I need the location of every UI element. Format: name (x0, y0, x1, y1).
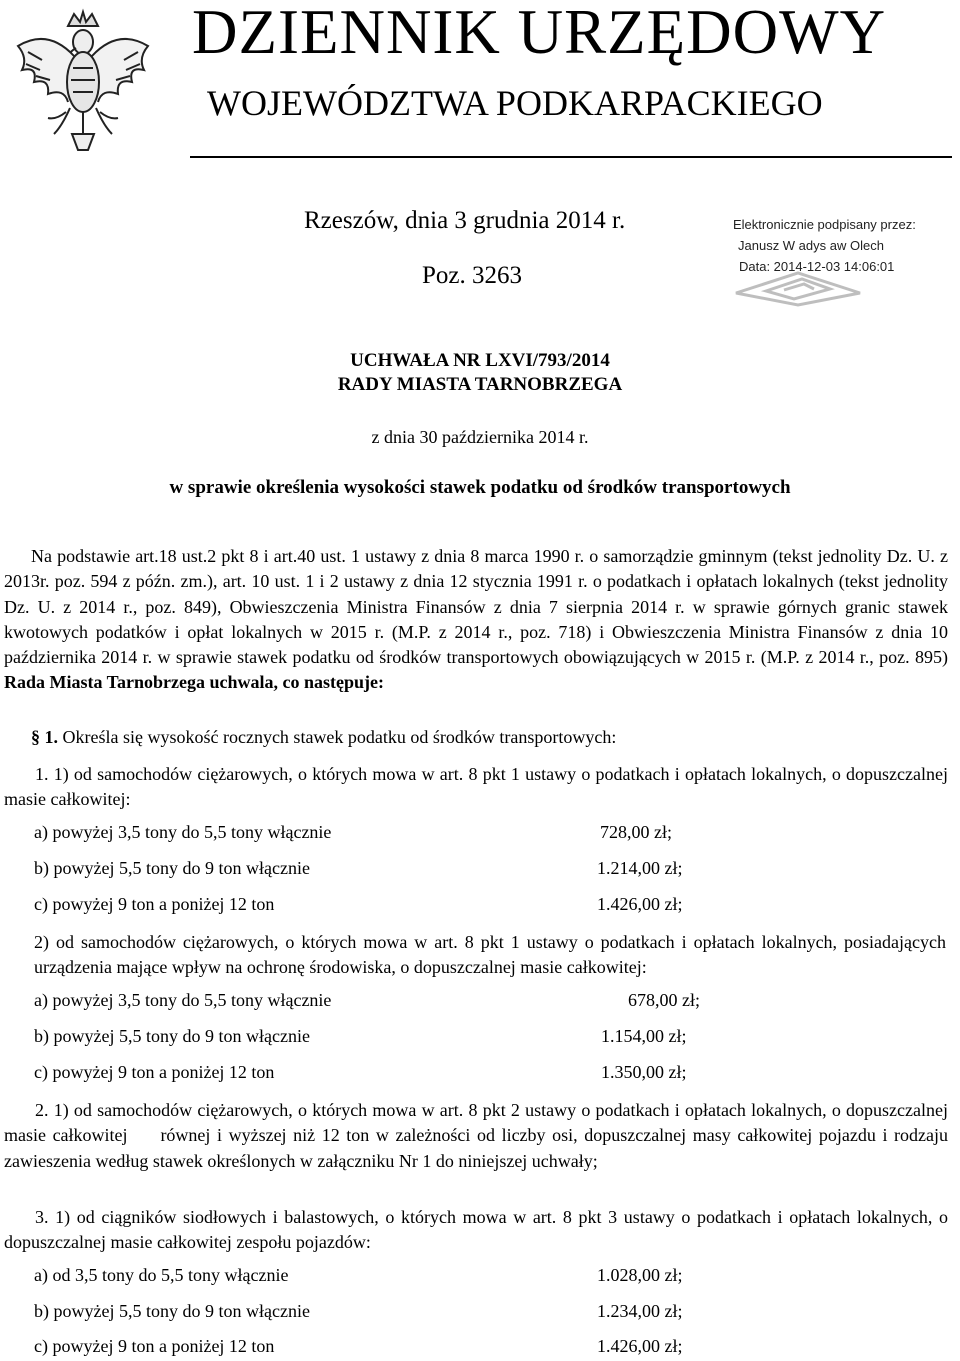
journal-title: DZIENNIK URZĘDOWY (192, 0, 887, 67)
journal-subtitle: WOJEWÓDZTWA PODKARPACKIEGO (207, 83, 823, 123)
resolution-body: RADY MIASTA TARNOBRZEGA (337, 374, 623, 395)
position-number: Poz. 3263 (422, 262, 522, 289)
item-1-intro-text: 1. 1) od samochodów ciężarowych, o których mowa w art. 8 pkt 1 ustawy o podatkach i opłatach lokalnych, o dopuszczalnej masie całkowitej: (4, 764, 948, 810)
item-3-intro (4, 1098, 953, 1174)
rate-label: a) powyżej 3,5 tony do 5,5 tony włącznie (34, 990, 332, 1010)
section-1-text: Określa się wysokość rocznych stawek podatku od środków transportowych: (58, 727, 617, 747)
signature-label: Elektronicznie podpisany przez: (733, 217, 916, 232)
rate-label: a) powyżej 3,5 tony do 5,5 tony włącznie (34, 822, 332, 842)
item-4-intro-text: 3. 1) od ciągników siodłowych i balastowych, o których mowa w art. 8 pkt 3 ustawy o podatkach i opłatach lokalnych, o dopuszczalnej masie całkowitej zespołu pojazdów: (4, 1207, 948, 1253)
rate-value: 1.426,00 zł; (597, 1336, 683, 1356)
signature-signer: Janusz W adys aw Olech (738, 238, 884, 253)
item-3-intro-text: 2. 1) od samochodów ciężarowych, o których mowa w art. 8 pkt 2 ustawy o podatkach i opłatach lokalnych, o dopuszczalnej masie całkowitej równej i wyższej niż 12 ton w zależności od liczby osi, dopuszczalnej masy całkowitej pojazdu i rodzaju zawieszenia według stawek określonych w załączniku Nr 1 do niniejszej uchwały; (4, 1100, 953, 1171)
issue-date: Rzeszów, dnia 3 grudnia 2014 r. (304, 207, 626, 234)
resolution-title: UCHWAŁA NR LXVI/793/2014 (350, 350, 610, 371)
rate-value: 678,00 zł; (628, 990, 700, 1010)
electronic-signature-block (733, 214, 916, 277)
resolution-subject: w sprawie określenia wysokości stawek podatku od środków transportowych (169, 477, 791, 498)
rate-value: 728,00 zł; (600, 822, 672, 842)
rate-value: 1.234,00 zł; (597, 1301, 683, 1321)
signature-stamp-icon (732, 269, 864, 307)
paragraph-symbol: § 1. (31, 727, 58, 747)
rate-value: 1.426,00 zł; (597, 894, 683, 914)
preamble-paragraph (4, 544, 948, 696)
rate-value: 1.154,00 zł; (601, 1026, 687, 1046)
preamble-bold-end: Rada Miasta Tarnobrzega uchwala, co następuje: (4, 672, 385, 693)
rate-label: b) powyżej 5,5 tony do 9 ton włącznie (34, 1301, 310, 1321)
item-2-intro (34, 930, 946, 981)
header-rule (190, 156, 952, 158)
item-4-intro (4, 1205, 948, 1256)
rate-label: b) powyżej 5,5 tony do 9 ton włącznie (34, 858, 310, 878)
item-1-intro (4, 762, 948, 813)
preamble-text: Na podstawie art.18 ust.2 pkt 8 i art.40 ust. 1 ustawy z dnia 8 marca 1990 r. o samorządzie gminnym (tekst jednolity Dz. U. z 2013r. poz. 594 z późn. zm.), art. 10 ust. 1 i 2 ustawy z dnia 12 stycznia 1991 r. o podatkach i opłatach lokalnych (tekst jednolity Dz. U. z 2014 r., poz. 849), Obwieszczenia Ministra Finansów z dnia 7 sierpnia 2014 r. w sprawie górnych granic stawek kwotowych podatków i opłat lokalnych w 2015 r. (M.P. z 2014 r., poz. 718) i Obwieszczenia Ministra Finansów z dnia 10 października 2014 r. w sprawie stawek podatku od środków transportowych obowiązujących w 2015 r. (M.P. z 2014 r., poz. 895) (4, 546, 948, 668)
rate-label: b) powyżej 5,5 tony do 9 ton włącznie (34, 1026, 310, 1046)
rate-value: 1.214,00 zł; (597, 858, 683, 878)
rate-label: c) powyżej 9 ton a poniżej 12 ton (34, 894, 275, 914)
rate-label: a) od 3,5 tony do 5,5 tony włącznie (34, 1265, 289, 1285)
rate-label: c) powyżej 9 ton a poniżej 12 ton (34, 1336, 275, 1356)
eagle-emblem-icon (8, 8, 158, 158)
section-1-heading (31, 727, 616, 748)
item-2-intro-text: 2) od samochodów ciężarowych, o których mowa w art. 8 pkt 1 ustawy o podatkach i opłatach lokalnych, posiadających urządzenia mające wpływ na ochronę środowiska, o dopuszczalnej masie całkowitej: (34, 932, 946, 978)
resolution-date: z dnia 30 października 2014 r. (371, 427, 589, 447)
signature-date: Data: 2014-12-03 14:06:01 (739, 259, 895, 274)
rate-value: 1.350,00 zł; (601, 1062, 687, 1082)
rate-value: 1.028,00 zł; (597, 1265, 683, 1285)
rate-label: c) powyżej 9 ton a poniżej 12 ton (34, 1062, 275, 1082)
